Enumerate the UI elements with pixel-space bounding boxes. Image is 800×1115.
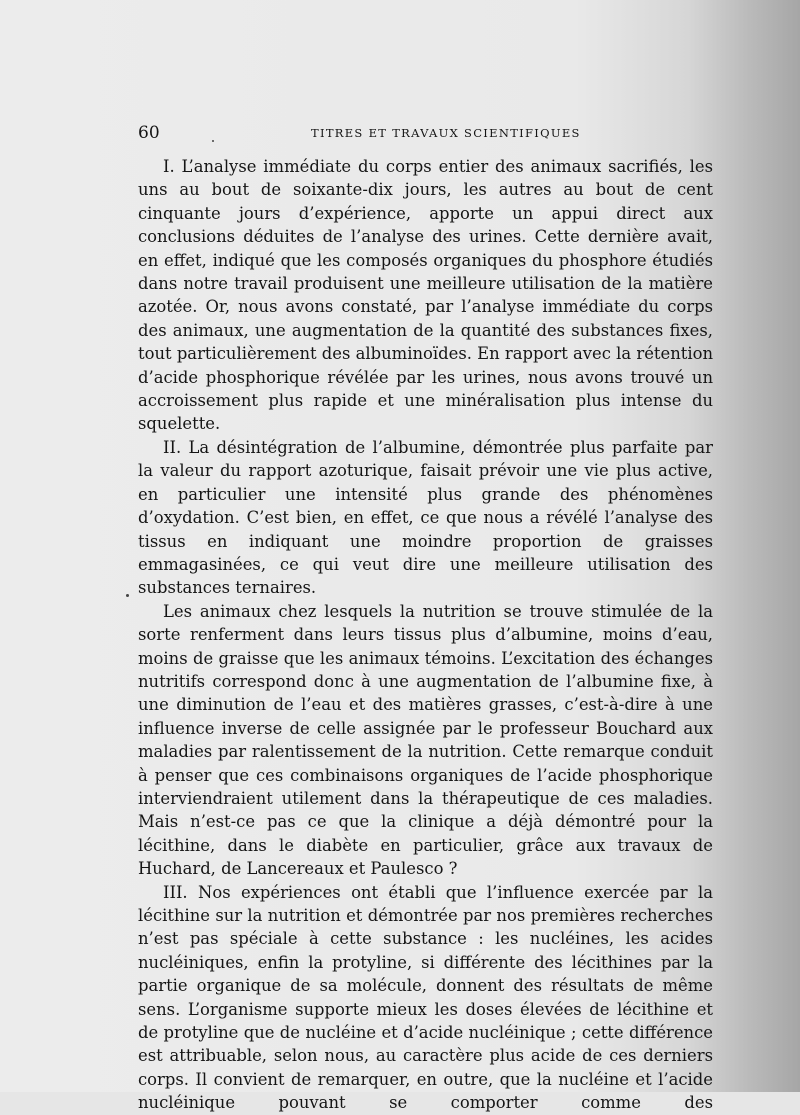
paragraph-4: III. Nos expériences ont établi que l’influence exercée par la lécithine sur la nutrition et démontrée par nos premières recherches n’est pas spéciale à cette substance : les nucléines, les acides nucléiniques, enfin la protyline, si différente des lécithines par la partie organique de sa molécule, donnent des résultats de même sens. L’organisme supporte mieux les doses élevées de lécithine et de protyline que de nucléine et d’acide nucléinique ; cette différence est attribuable, selon nous, au caractère plus acide de ces derniers corps. Il convient de remarquer, en outre, que la nucléine et l’acide nucléinique pouvant se comporter comme des (138, 882, 713, 1113)
running-title: TITRES ET TRAVAUX SCIENTIFIQUES (311, 126, 581, 140)
page-number: 60 (138, 123, 160, 143)
body-text (138, 155, 713, 1115)
margin-speck (126, 594, 129, 597)
paragraph-3: Les animaux chez lesquels la nutrition se trouve stimulée de la sorte renferment dans leurs tissus plus d’albumine, moins d’eau, moins de graisse que les animaux témoins. L’excitation des échanges nutritifs correspond donc à une augmentation de l’albumine fixe, à une diminution de l’eau et des matières grasses, c’est-à-dire à une influence inverse de celle assignée par le professeur Bouchard aux maladies par ralentissement de la nutrition. Cette remarque conduit à penser que ces combinaisons organiques de l’acide phosphorique interviendraient utilement dans la thérapeutique de ces maladies. Mais n’est-ce pas ce que la clinique a déjà démontré pour la lécithine, dans le diabète en particulier, grâce aux travaux de Huchard, de Lancereaux et Paulesco ? (138, 601, 713, 879)
paragraph-1: I. L’analyse immédiate du corps entier des animaux sacrifiés, les uns au bout de soixante-dix jours, les autres au bout de cent cinquante jours d’expérience, apporte un appui direct aux conclusions déduites de l’analyse des urines. Cette dernière avait, en effet, indiqué que les composés organiques du phosphore étudiés dans notre travail produisent une meilleure utilisation de la matière azotée. Or, nous avons constaté, par l’analyse immédiate du corps des animaux, une augmentation de la quantité des substances fixes, tout particulièrement des albuminoïdes. En rapport avec la rétention d’acide phosphorique révélée par les urines, nous avons trouvé un accroissement plus rapide et une minéralisation plus intense du squelette. (138, 157, 713, 434)
page-header (138, 122, 720, 144)
print-speck (212, 140, 214, 142)
paragraph-2: II. La désintégration de l’albumine, démontrée plus parfaite par la valeur du rapport azoturique, faisait prévoir une vie plus active, en particulier une intensité plus grande des phénomènes d’oxydation. C’est bien, en effet, ce que nous a révélé l’analyse des tissus en indiquant une moindre proportion de graisses emmagasinées, ce qui veut dire une meilleure utilisation des substances ternaires. (138, 437, 713, 598)
